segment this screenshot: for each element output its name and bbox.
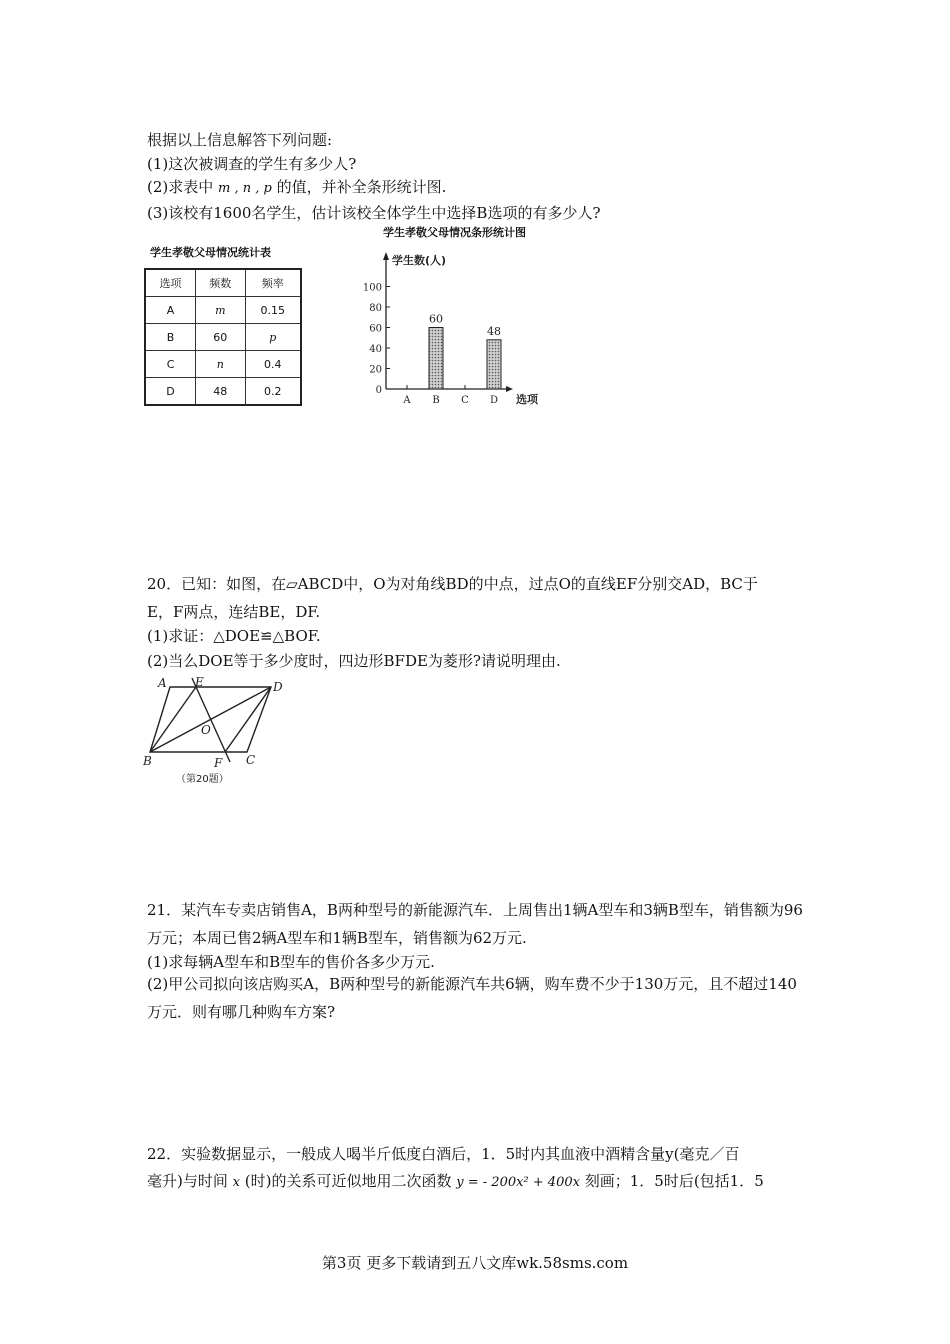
x-axis-arrow	[506, 386, 513, 392]
figure-caption: （第20题）	[176, 774, 229, 785]
table-cell: A	[145, 297, 196, 324]
label-e: E	[195, 675, 204, 689]
q19-sub2-pre: (2)求表中	[147, 178, 214, 196]
table-cell: 0.2	[245, 378, 301, 406]
x-tick-label: D	[489, 395, 499, 406]
x-axis-label: 选项	[516, 393, 538, 406]
y-tick-label: 40	[369, 344, 382, 355]
q22-line2	[147, 1171, 764, 1193]
table-row	[145, 351, 301, 378]
bar-d	[487, 340, 501, 389]
q21-sub1: (1)求每辆A型车和B型车的售价各多少万元.	[147, 953, 435, 971]
table-cell: C	[145, 351, 196, 378]
table-cell: 60	[196, 324, 245, 351]
line-ef	[192, 678, 230, 762]
table-cell: m	[196, 297, 245, 324]
y-tick-label: 0	[375, 385, 382, 396]
x-tick-label: C	[461, 395, 469, 406]
q22-text-a: 毫升)与时间	[147, 1172, 228, 1190]
q22-text-c: 刻画；1．5时后(包括1．5	[584, 1172, 764, 1190]
y-tick-label: 100	[362, 282, 382, 294]
table-row	[145, 297, 301, 324]
table-title: 学生孝敬父母情况统计表	[150, 246, 271, 259]
q22-text-b: (时)的关系可近似地用二次函数	[244, 1172, 452, 1190]
table-row	[145, 378, 301, 406]
q19-sub2	[147, 177, 446, 199]
q20-sub1: (1)求证：△DOE≌△BOF.	[147, 627, 321, 645]
q19-sub2-post: 的值，并补全条形统计图.	[276, 178, 447, 196]
q19-sub1: (1)这次被调查的学生有多少人?	[147, 155, 357, 173]
table-header: 选项	[145, 269, 196, 297]
q19-sub2-vars: m , n , p	[218, 181, 272, 196]
x-tick-label: A	[403, 395, 411, 406]
table-cell: D	[145, 378, 196, 406]
table-cell: 0.4	[245, 351, 301, 378]
table-cell: 0.15	[245, 297, 301, 324]
table-header: 频率	[245, 269, 301, 297]
y-tick-label: 80	[369, 303, 382, 314]
table-row	[145, 324, 301, 351]
label-o: O	[201, 723, 211, 737]
y-tick-label: 60	[369, 323, 382, 335]
table-header: 频数	[196, 269, 245, 297]
segment-be	[150, 687, 196, 752]
data-label-b: 60	[429, 312, 443, 326]
q20-line1: 20．已知：如图，在▱ABCD中，O为对角线BD的中点，过点O的直线EF分别交AD，BC于	[147, 575, 758, 593]
label-d: D	[273, 680, 283, 694]
table-cell: p	[245, 324, 301, 351]
q21-sub2: (2)甲公司拟向该店购买A，B两种型号的新能源汽车共6辆，购车费不少于130万元，且不超过140万元．则有哪几种购车方案?	[147, 975, 797, 1021]
frequency-table	[144, 268, 302, 406]
y-axis-label: 学生数(人)	[392, 254, 447, 267]
label-c: C	[246, 753, 256, 767]
label-b: B	[143, 754, 152, 768]
q21-para: 21．某汽车专卖店销售A，B两种型号的新能源汽车．上周售出1辆A型车和3辆B型车，销售额为96万元；本周已售2辆A型车和1辆B型车，销售额为62万元.	[147, 901, 803, 947]
q20-sub2: (2)当么DOE等于多少度时，四边形BFDE为菱形?请说明理由.	[147, 652, 561, 670]
label-f: F	[214, 756, 223, 770]
table-cell: B	[145, 324, 196, 351]
table-cell: n	[196, 351, 245, 378]
bar-chart	[356, 236, 566, 416]
q19-sub3: (3)该校有1600名学生，估计该校全体学生中选择B选项的有多少人?	[147, 204, 601, 222]
x-tick-label: B	[432, 395, 440, 406]
table-header-row	[145, 269, 301, 297]
segment-df	[225, 687, 271, 752]
q22-line1: 22．实验数据显示，一般成人喝半斤低度白酒后，1．5时内其血液中酒精含量y(毫克／百	[147, 1145, 740, 1163]
q22-formula: y = - 200x² + 400x	[456, 1175, 580, 1190]
data-label-d: 48	[487, 324, 501, 338]
chart-title: 学生孝敬父母情况条形统计图	[383, 226, 526, 239]
q22-var-x: x	[232, 1175, 240, 1190]
q20-line2: E，F两点，连结BE，DF.	[147, 603, 321, 621]
y-axis-arrow	[383, 252, 389, 260]
table-cell: 48	[196, 378, 245, 406]
y-tick-label: 20	[369, 364, 382, 376]
parallelogram-figure	[140, 674, 290, 789]
q19-intro: 根据以上信息解答下列问题:	[147, 131, 333, 149]
page-footer: 第3页 更多下载请到五八文库wk.58sms.com	[321, 1254, 629, 1272]
bar-b	[429, 328, 443, 390]
label-a: A	[158, 676, 167, 690]
